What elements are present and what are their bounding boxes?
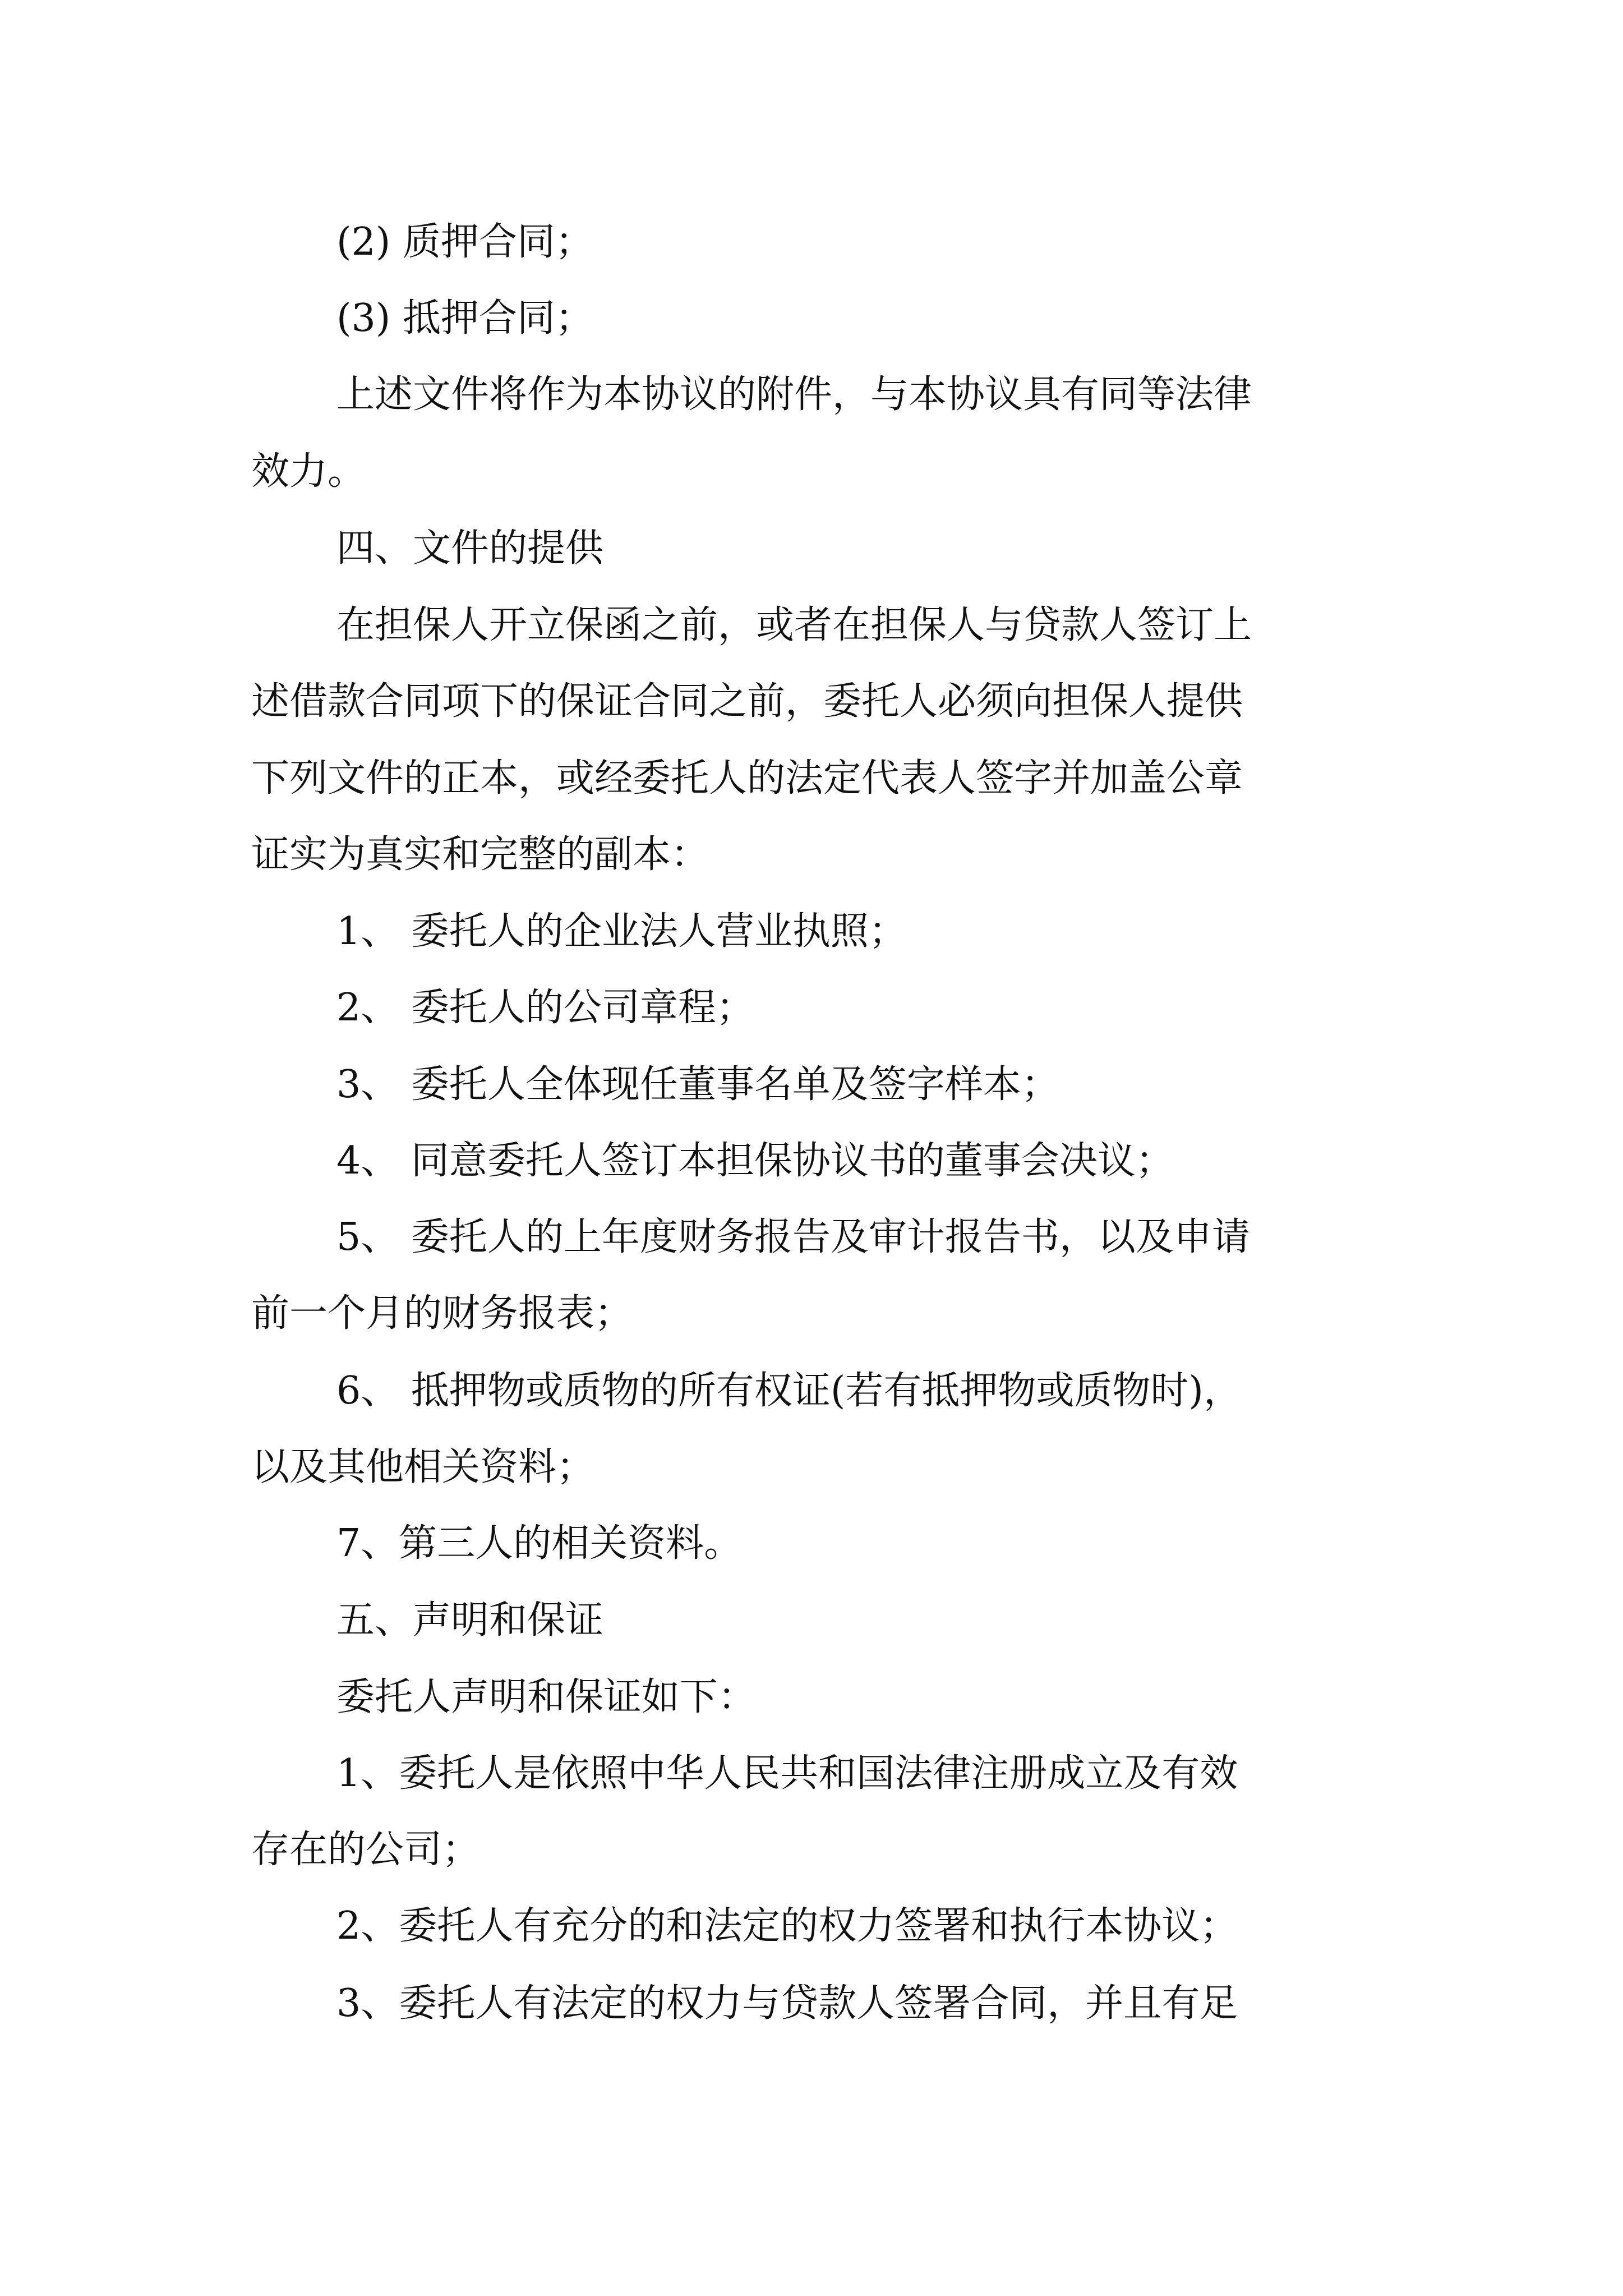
list-item: 2、 委托人的公司章程； xyxy=(336,986,754,1030)
paragraph-line: 效力。 xyxy=(251,449,366,494)
list-item: 1、 委托人的企业法人营业执照； xyxy=(336,909,907,954)
paragraph-line: 上述文件将作为本协议的附件，与本协议具有同等法律 xyxy=(336,372,1252,417)
list-item: 5、 委托人的上年度财务报告及审计报告书，以及申请 xyxy=(336,1215,1250,1259)
paragraph-line: 下列文件的正本，或经委托人的法定代表人签字并加盖公章 xyxy=(251,756,1243,800)
section-heading-representations: 五、声明和保证 xyxy=(336,1598,604,1642)
list-item: 1、委托人是依照中华人民共和国法律注册成立及有效 xyxy=(336,1751,1238,1796)
list-item-continuation: 存在的公司； xyxy=(251,1828,481,1872)
paragraph-line: 委托人声明和保证如下： xyxy=(336,1675,757,1719)
list-item-pledge-contract: (2) 质押合同； xyxy=(336,220,593,264)
paragraph-line: 在担保人开立保函之前，或者在担保人与贷款人签订上 xyxy=(336,603,1252,647)
list-item: 3、委托人有法定的权力与贷款人签署合同，并且有足 xyxy=(336,1981,1238,2026)
list-item: 2、委托人有充分的和法定的权力签署和执行本协议； xyxy=(336,1904,1238,1948)
list-item: 3、 委托人全体现任董事名单及签字样本； xyxy=(336,1062,1059,1107)
list-item-continuation: 以及其他相关资料； xyxy=(251,1445,595,1489)
list-item: 7、第三人的相关资料。 xyxy=(336,1521,743,1566)
paragraph-line: 述借款合同项下的保证合同之前，委托人必须向担保人提供 xyxy=(251,679,1243,724)
section-heading-documents: 四、文件的提供 xyxy=(336,526,604,570)
list-item: 6、 抵押物或质物的所有权证(若有抵押物或质物时)， xyxy=(336,1369,1242,1413)
list-item: 4、 同意委托人签订本担保协议书的董事会决议； xyxy=(336,1139,1174,1183)
list-item-mortgage-contract: (3) 抵押合同； xyxy=(336,296,593,341)
paragraph-line: 证实为真实和完整的副本： xyxy=(251,832,709,877)
list-item-continuation: 前一个月的财务报表； xyxy=(251,1291,633,1336)
